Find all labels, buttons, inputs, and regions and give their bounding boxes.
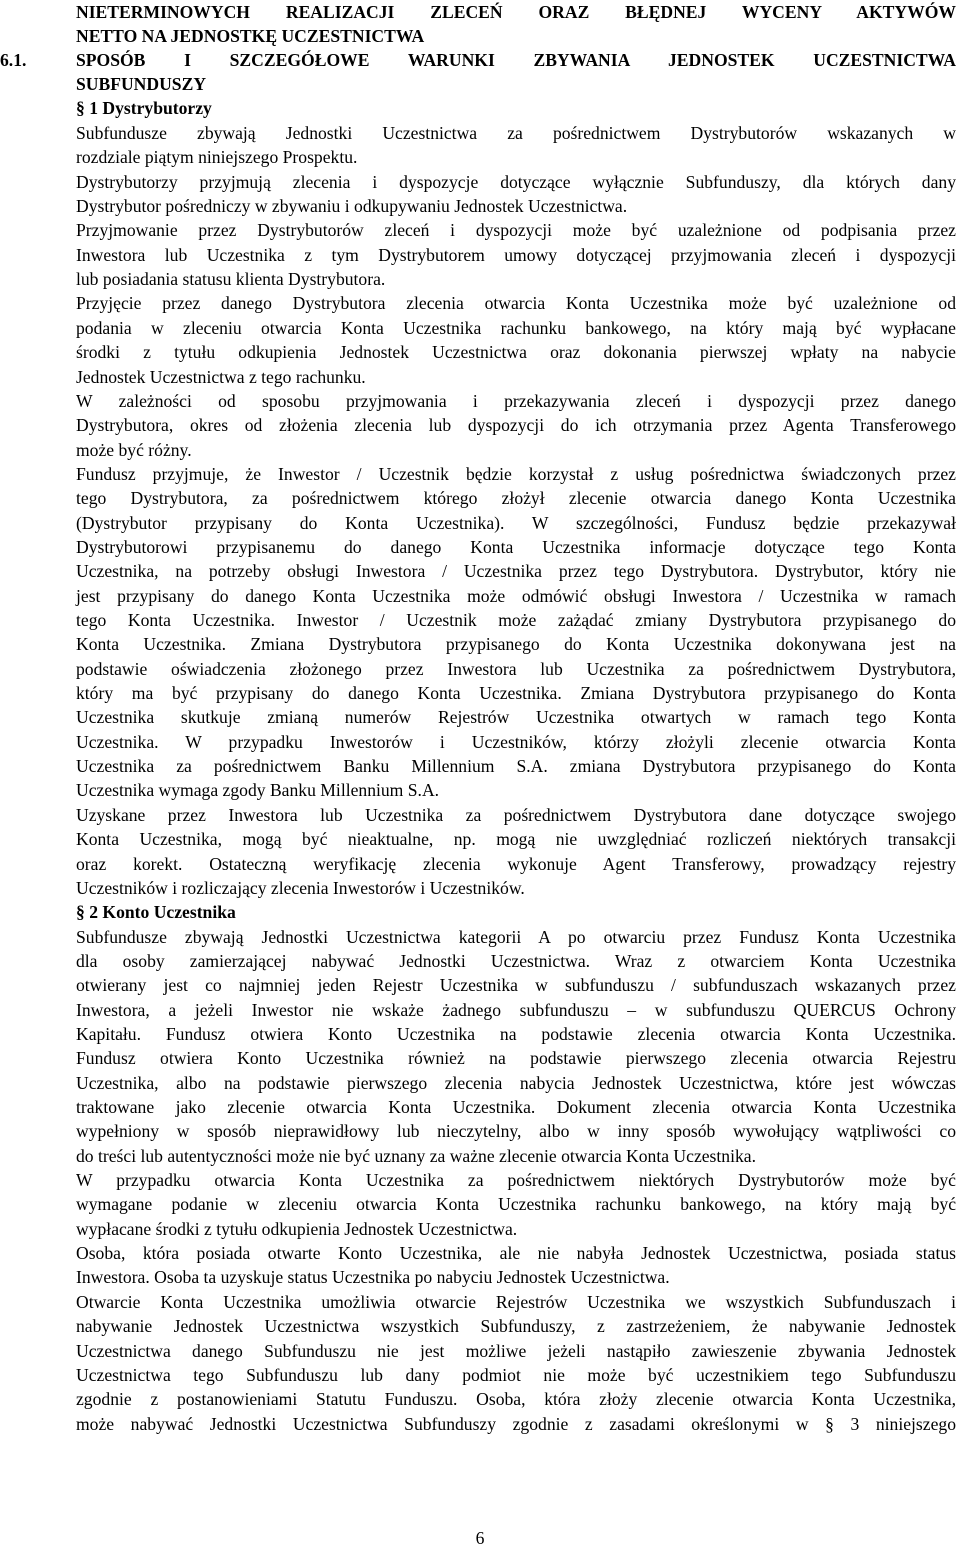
text-line: Inwestora, a jeżeli Inwestor nie wskaże żadnego subfunduszu – w subfunduszu QUERCUS Ochrony xyxy=(76,999,956,1020)
text-line: Konta Uczestnika. Zmiana Dystrybutora przypisanego do Konta Uczestnika dokonywana jest na xyxy=(76,634,956,655)
text-line: Uczestnika, na potrzeby obsługi Inwestora / Uczestnika przez tego Dystrybutora. Dystrybutor, który nie xyxy=(76,561,956,582)
text-line: środki z tytułu odkupienia Jednostek Uczestnictwa oraz dokonania pierwszej wpłaty na nabycie xyxy=(76,342,956,363)
text-line: podstawie oświadczenia złożonego przez Inwestora lub Uczestnika za pośrednictwem Dystrybutora, xyxy=(76,658,956,679)
text-line: tego Konta Uczestnika. Inwestor / Uczestnik może zażądać zmiany Dystrybutora przypisanego do xyxy=(76,610,956,630)
text-line: Subfundusze zbywają Jednostki Uczestnictwa kategorii A po otwarciu przez Fundusz Konta Uczestnika xyxy=(76,926,956,947)
text-line: Inwestora. Osoba ta uzyskuje status Uczestnika po nabyciu Jednostek Uczestnictwa. xyxy=(76,1267,670,1288)
page-number: 6 xyxy=(475,1528,485,1548)
text-line: Jednostek Uczestnictwa z tego rachunku. xyxy=(76,366,366,387)
text-line: nabywanie Jednostek Uczestnictwa wszystkich Subfunduszy, z zastrzeżeniem, że nabywanie Jednostek xyxy=(76,1316,956,1337)
text-line: Uczestników i rozliczający zlecenia Inwestorów i Uczestników. xyxy=(76,877,525,898)
text-line: Otwarcie Konta Uczestnika umożliwia otwarcie Rejestrów Uczestnika we wszystkich Subfunduszach i xyxy=(76,1291,956,1312)
text-line: W zależności od sposobu przyjmowania i przekazywania zleceń i dyspozycji przez danego xyxy=(76,390,956,411)
text-line: może być różny. xyxy=(76,439,192,460)
text-line: W przypadku otwarcia Konta Uczestnika za pośrednictwem niektórych Dystrybutorów może być xyxy=(76,1170,956,1191)
text-line: Przyjęcie przez danego Dystrybutora zlecenia otwarcia Konta Uczestnika może być uzależnione od xyxy=(76,293,956,314)
text-line: dla osoby zamierzającej nabywać Jednostki Uczestnictwa. Wraz z otwarciem Konta Uczestnika xyxy=(76,950,956,971)
header-line-2: NETTO NA JEDNOSTKĘ UCZESTNICTWA xyxy=(76,26,425,46)
text-line: otwierany jest co najmniej jeden Rejestr Uczestnika w subfunduszu / subfunduszach wskazanych przez xyxy=(76,975,956,996)
text-line: Dystrybutorzy przyjmują zlecenia i dyspozycje dotyczące wyłącznie Subfunduszy, dla których dany xyxy=(76,171,956,192)
text-line: Uczestnika skutkuje zmianą numerów Rejestrów Uczestnika otwartych w ramach tego Konta xyxy=(76,707,956,728)
text-line: Dystrybutor pośredniczy w zbywaniu i odkupywaniu Jednostek Uczestnictwa. xyxy=(76,196,628,217)
text-line: lub posiadania statusu klienta Dystrybutora. xyxy=(76,269,386,290)
text-line: jest przypisany do danego Konta Uczestnika może odmówić obsługi Inwestora / Uczestnika w ramach xyxy=(76,585,956,606)
text-line: który ma być przypisany do danego Konta Uczestnika. Zmiana Dystrybutora przypisanego do Konta xyxy=(76,683,956,704)
header-line-1: NIETERMINOWYCH REALIZACJI ZLECEŃ ORAZ BŁĘDNEJ WYCENY AKTYWÓW xyxy=(76,2,956,22)
section-title-1: SPOSÓB I SZCZEGÓŁOWE WARUNKI ZBYWANIA JEDNOSTEK UCZESTNICTWA xyxy=(76,50,956,70)
text-line: Uczestnika wymaga zgody Banku Millennium S.A. xyxy=(76,780,440,801)
section-title-2: SUBFUNDUSZY xyxy=(76,74,207,94)
text-line: Kapitału. Fundusz otwiera Konto Uczestnika na podstawie zlecenia otwarcia Konta Uczestnika. xyxy=(76,1023,956,1044)
text-line: Dystrybutora, okres od złożenia zlecenia lub dyspozycji do ich otrzymania przez Agenta Transferowego xyxy=(76,415,956,436)
text-line: podania w zleceniu otwarcia Konta Uczestnika rachunku bankowego, na który mają być wypłacane xyxy=(76,317,956,338)
text-line: wymagane podanie w zleceniu otwarcia Konta Uczestnika rachunku bankowego, na który mają być xyxy=(76,1194,956,1215)
text-line: do treści lub autentyczności może nie być uznany za ważne zlecenie otwarcia Konta Uczestnika. xyxy=(76,1145,756,1166)
text-line: tego Dystrybutora, za pośrednictwem którego złożył zlecenie otwarcia danego Konta Uczestnika xyxy=(76,488,956,509)
text-line: (Dystrybutor przypisany do Konta Uczestnika). W szczególności, Fundusz będzie przekazywał xyxy=(76,512,956,533)
text-line: Uczestnika. W przypadku Inwestorów i Uczestników, którzy złożyli zlecenie otwarcia Konta xyxy=(76,731,956,752)
text-line: Przyjmowanie przez Dystrybutorów zleceń i dyspozycji może być uzależnione od podpisania przez xyxy=(76,220,956,241)
text-line: Dystrybutorowi przypisanemu do danego Konta Uczestnika informacje dotyczące tego Konta xyxy=(76,536,956,557)
text-line: Uczestnictwa tego Subfunduszu lub dany podmiot nie może być uczestnikiem tego Subfunduszu xyxy=(76,1364,956,1385)
text-line: oraz korekt. Ostateczną weryfikację zlecenia wykonuje Agent Transferowy, prowadzący rejestry xyxy=(76,853,956,874)
text-line: rozdziale piątym niniejszego Prospektu. xyxy=(76,147,358,168)
text-line: Subfundusze zbywają Jednostki Uczestnictwa za pośrednictwem Dystrybutorów wskazanych w xyxy=(76,123,956,143)
text-line: traktowane jako zlecenie otwarcia Konta Uczestnika. Dokument zlecenia otwarcia Konta Uczestnika xyxy=(76,1097,956,1117)
text-line: wypełniony w sposób nieprawidłowy lub nieczytelny, albo w inny sposób wywołujący wątpliwości co xyxy=(76,1121,956,1142)
text-line: Fundusz otwiera Konto Uczestnika również na podstawie pierwszego zlecenia otwarcia Rejestru xyxy=(76,1048,956,1069)
text-line: Uzyskane przez Inwestora lub Uczestnika za pośrednictwem Dystrybutora dane dotyczące swojego xyxy=(76,804,956,825)
text-line: Uczestnika, albo na podstawie pierwszego zlecenia nabycia Jednostek Uczestnictwa, które jest wówczas xyxy=(76,1072,956,1093)
text-line: może nabywać Jednostki Uczestnictwa Subfunduszy zgodnie z zasadami określonymi w § 3 niniejszego xyxy=(76,1413,956,1434)
subheading-dystrybutorzy: § 1 Dystrybutorzy xyxy=(76,98,212,118)
text-line: zgodnie z postanowieniami Statutu Funduszu. Osoba, która złoży zlecenie otwarcia Konta Uczestnika, xyxy=(76,1389,956,1410)
text-line: Uczestnika za pośrednictwem Banku Millennium S.A. zmiana Dystrybutora przypisanego do Konta xyxy=(76,756,956,777)
text-line: Konta Uczestnika, mogą być nieaktualne, np. mogą nie uwzględniać rozliczeń niektórych transakcji xyxy=(76,829,956,850)
subheading-konto-uczestnika: § 2 Konto Uczestnika xyxy=(76,902,236,923)
text-line: Inwestora lub Uczestnika z tym Dystrybutorem umowy dotyczącej przyjmowania zleceń i dyspozycji xyxy=(76,244,956,265)
section-number: 6.1. xyxy=(0,50,27,70)
text-line: Osoba, która posiada otwarte Konto Uczestnika, ale nie nabyła Jednostek Uczestnictwa, posiada status xyxy=(76,1243,956,1264)
text-line: wypłacane środki z tytułu odkupienia Jednostek Uczestnictwa. xyxy=(76,1218,518,1239)
text-line: Fundusz przyjmuje, że Inwestor / Uczestnik będzie korzystał z usług pośrednictwa świadczonych przez xyxy=(76,463,956,484)
text-line: Uczestnictwa danego Subfunduszu nie jest możliwe jeżeli nastąpiło zawieszenie zbywania Jednostek xyxy=(76,1340,956,1361)
